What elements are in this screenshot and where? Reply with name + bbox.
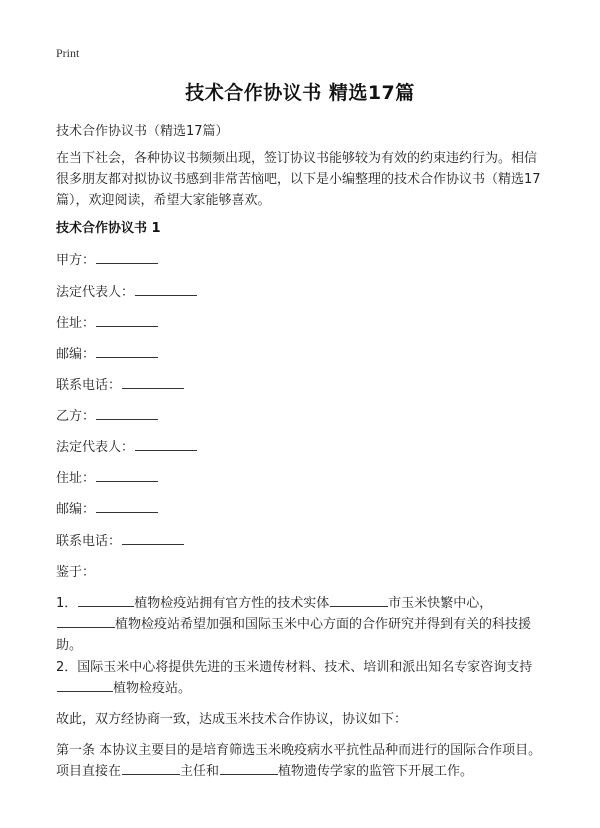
clause-1-text-b: 市玉米快繁中心，: [388, 596, 493, 611]
party-b-phone-field: [56, 530, 184, 549]
agreement-line: 故此，双方经协商一致，达成玉米技术合作协议，协议如下：: [56, 712, 408, 727]
party-b-rep-label: 法定代表人：: [56, 440, 135, 455]
party-b-address-label: 住址：: [56, 471, 96, 486]
party-a-postcode-field: [56, 343, 158, 362]
party-a-phone-blank: [122, 375, 184, 389]
party-b-postcode-field: [56, 498, 158, 517]
party-b-phone-blank: [122, 531, 184, 545]
party-b-blank: [96, 406, 158, 420]
article-1-blank-1: [122, 762, 180, 775]
whereas-label: 鉴于：: [56, 565, 96, 580]
party-a-address-field: [56, 312, 158, 331]
party-b-postcode-blank: [96, 499, 158, 513]
section-heading: 技术合作协议书 1: [56, 221, 161, 236]
article-1-text-a: 第一条 本协议主要目的是培育筛选玉米晚疫病水平抗性品种而进行的国际合作项目。项目直接在: [56, 743, 542, 779]
party-b-rep-field: [56, 436, 197, 455]
party-b-rep-blank: [135, 437, 197, 451]
party-b-field: [56, 405, 158, 424]
clause-1-number: 1．: [56, 596, 78, 611]
article-1-text-c: 植物遗传学家的监管下开展工作。: [278, 764, 474, 779]
party-a-postcode-label: 邮编：: [56, 347, 96, 362]
party-a-rep-field: [56, 281, 197, 300]
page-title: 技术合作协议书 精选17篇: [185, 82, 415, 104]
clause-2-text-b: 植物检疫站。: [113, 681, 192, 696]
print-label[interactable]: Print: [56, 46, 80, 60]
party-a-field: [56, 249, 158, 268]
party-a-postcode-blank: [96, 344, 158, 358]
party-a-phone-label: 联系电话：: [56, 378, 122, 393]
clause-2-blank: [57, 679, 113, 692]
article-1: [56, 740, 546, 782]
clause-1-text-c: 植物检疫站希望加强和国际玉米中心方面的合作研究并得到有关的科技援助。: [56, 617, 532, 653]
party-a-rep-label: 法定代表人：: [56, 285, 135, 300]
intro-paragraph: 在当下社会，各种协议书频频出现，签订协议书能够较为有效的约束违约行为。相信很多朋友都对拟协议书感到非常苦恼吧，以下是小编整理的技术合作协议书（精选17篇），欢迎阅读，希望大家能够喜欢。: [56, 151, 541, 208]
party-b-address-field: [56, 467, 158, 486]
clause-2-text-a: 2．国际玉米中心将提供先进的玉米遗传材料、技术、培训和派出知名专家咨询支持: [56, 660, 533, 675]
clause-1-blank-1: [78, 594, 134, 607]
party-b-label: 乙方：: [56, 409, 96, 424]
clause-2: [56, 657, 546, 699]
clause-1: [56, 593, 546, 656]
party-a-phone-field: [56, 374, 184, 393]
party-b-phone-label: 联系电话：: [56, 534, 122, 549]
party-a-label: 甲方：: [56, 253, 96, 268]
clause-1-blank-2: [330, 594, 388, 607]
document-subtitle: 技术合作协议书（精选17篇）: [56, 124, 229, 139]
clause-1-blank-3: [57, 615, 115, 628]
party-a-address-blank: [96, 313, 158, 327]
clause-1-text-a: 植物检疫站拥有官方性的技术实体: [134, 596, 330, 611]
party-b-postcode-label: 邮编：: [56, 502, 96, 517]
article-1-blank-2: [220, 762, 278, 775]
article-1-text-b: 主任和: [180, 764, 220, 779]
party-b-address-blank: [96, 468, 158, 482]
party-a-address-label: 住址：: [56, 316, 96, 331]
party-a-rep-blank: [135, 282, 197, 296]
party-a-blank: [96, 250, 158, 264]
